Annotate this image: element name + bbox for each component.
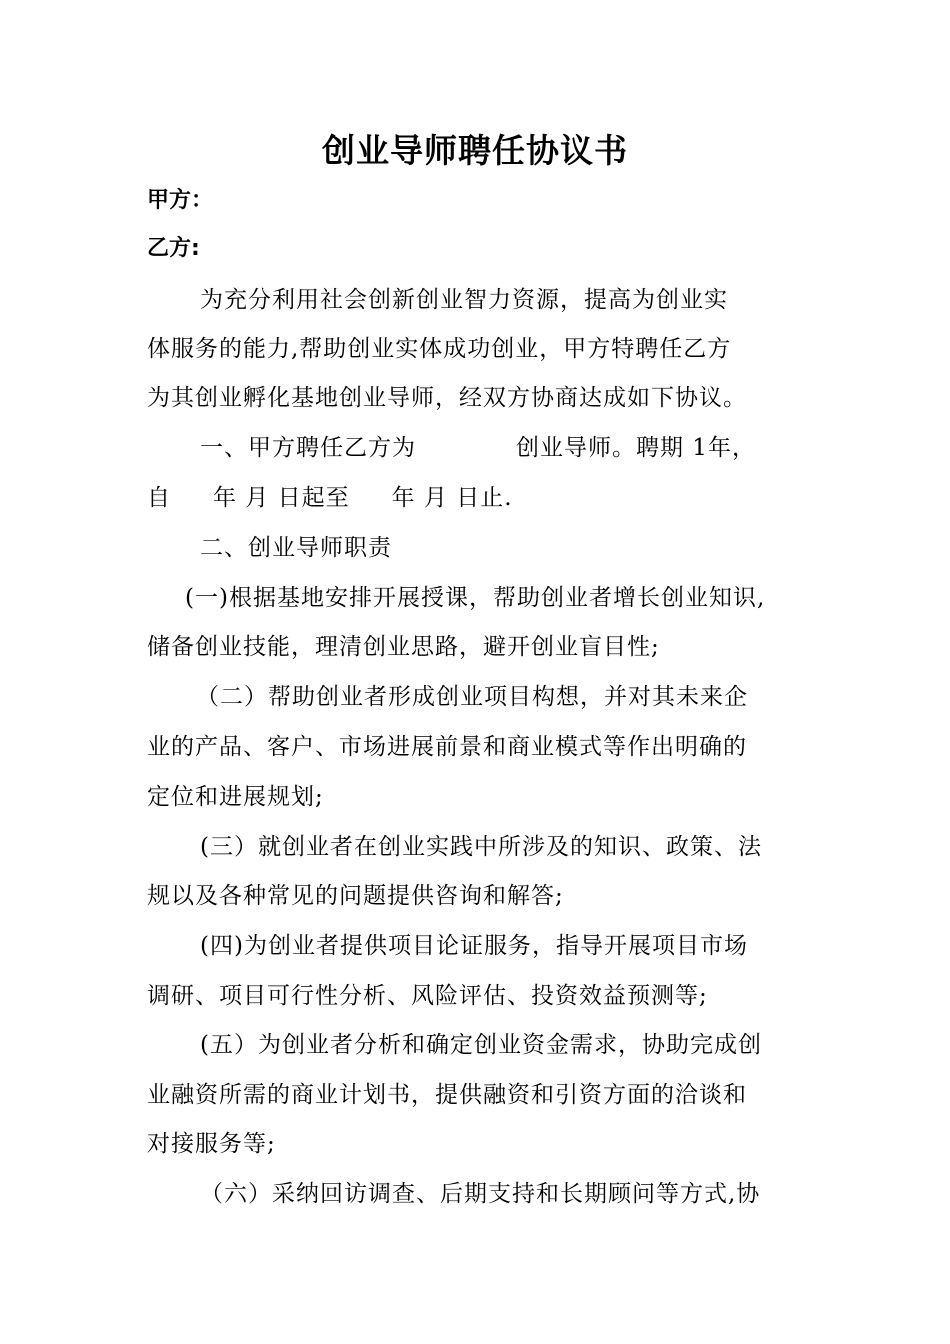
duty-3-line-1: (三）就创业者在创业实践中所涉及的知识、政策、法: [200, 834, 762, 860]
clause-1-text-a: 一、甲方聘任乙方为: [200, 435, 416, 461]
intro-line-3: 为其创业孵化基地创业导师，经双方协商达成如下协议。: [147, 385, 747, 411]
clause-1-text-end-date: 年 月 日止.: [391, 485, 513, 511]
clause-1-text-b: 创业导师。聘期 1年，: [516, 435, 756, 461]
clause-1-text-start-date: 年 月 日起至: [213, 485, 350, 511]
duty-1-line-1: (一)根据基地安排开展授课，帮助创业者增长创业知识,: [185, 585, 766, 611]
intro-line-1: 为充分利用社会创新创业智力资源，提高为创业实: [200, 287, 728, 313]
document-title: 创业导师聘任协议书: [322, 131, 628, 170]
clause-1-line-2: [147, 482, 807, 514]
duty-5-line-3: 对接服务等;: [147, 1131, 276, 1157]
duty-6-line-1: （六）采纳回访调查、后期支持和长期顾问等方式,协: [200, 1181, 761, 1207]
intro-line-2: 体服务的能力,帮助创业实体成功创业，甲方特聘任乙方: [147, 336, 732, 362]
duty-2-line-3: 定位和进展规划;: [147, 784, 324, 810]
clause-1-text-from: 自: [147, 485, 171, 511]
party-b-label: 乙方:: [147, 236, 200, 261]
clause-1-line-1: [200, 432, 860, 464]
duty-4-line-2: 调研、项目可行性分析、风险评估、投资效益预测等;: [147, 983, 708, 1009]
duty-2-line-2: 业的产品、客户、市场进展前景和商业模式等作出明确的: [147, 734, 747, 760]
duty-4-line-1: (四)为创业者提供项目论证服务，指导开展项目市场: [200, 933, 748, 959]
clause-2-heading: 二、创业导师职责: [200, 535, 392, 561]
duty-5-line-1: (五）为创业者分析和确定创业资金需求，协助完成创: [200, 1032, 762, 1058]
duty-3-line-2: 规以及各种常见的问题提供咨询和解答;: [147, 883, 564, 909]
duty-1-line-2: 储备创业技能，理清创业思路，避开创业盲目性;: [147, 634, 660, 660]
duty-2-line-1: （二）帮助创业者形成创业项目构想，并对其未来企: [196, 684, 748, 710]
party-a-label: 甲方：: [147, 188, 214, 213]
duty-5-line-2: 业融资所需的商业计划书，提供融资和引资方面的洽谈和: [147, 1082, 747, 1108]
